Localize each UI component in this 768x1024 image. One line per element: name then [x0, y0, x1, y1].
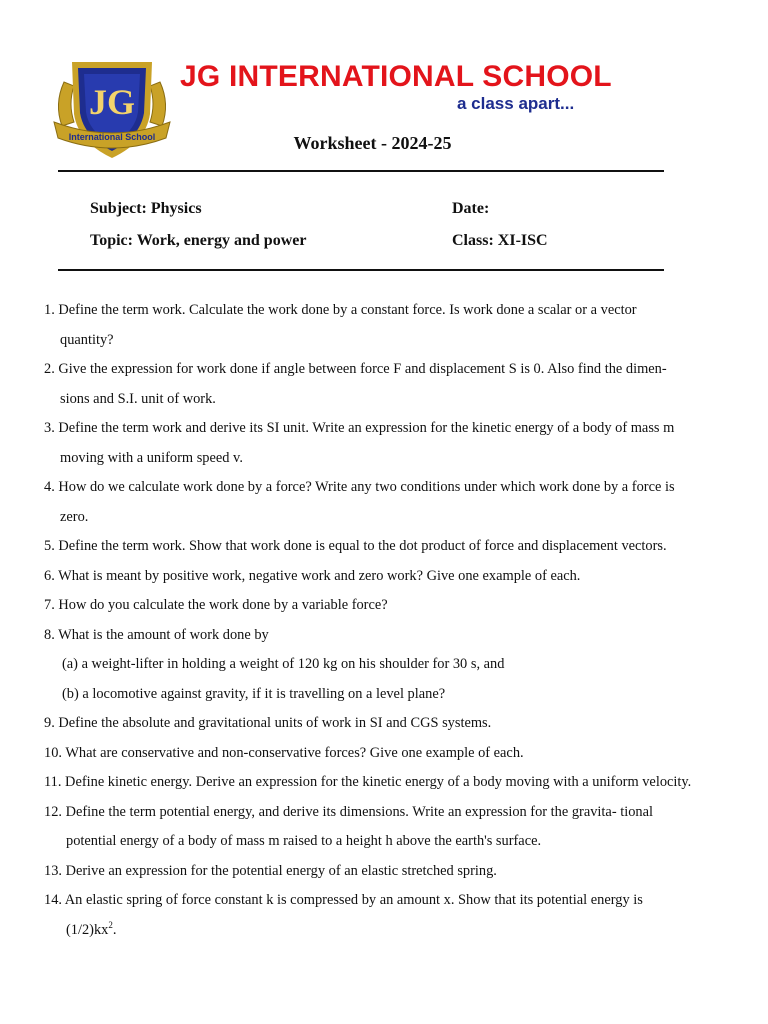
- question-10: [44, 739, 734, 769]
- question-text: 4. How do we calculate work done by a force? Write any two conditions under which work done by a force is: [44, 479, 675, 495]
- question-12: [44, 798, 734, 857]
- question-text: 11. Define kinetic energy. Derive an expression for the kinetic energy of a body moving with a uniform velocity.: [44, 774, 692, 790]
- question-text-cont: sions and S.I. unit of work.: [60, 390, 216, 407]
- school-tagline: a class apart...: [457, 94, 575, 113]
- question-3: [44, 414, 734, 473]
- question-text-cont: [44, 916, 734, 946]
- question-text: 14. An elastic spring of force constant k is compressed by an amount x. Show that its potential energy is: [44, 892, 643, 908]
- question-subpart-b: (b) a locomotive against gravity, if it is travelling on a level plane?: [62, 685, 446, 702]
- question-text: 6. What is meant by positive work, negative work and zero work? Give one example of each.: [44, 567, 581, 584]
- class-label: Class: XI-ISC: [452, 232, 548, 249]
- date-label: Date:: [452, 200, 490, 217]
- logo-monogram: JG: [88, 82, 136, 122]
- question-text: 1. Define the term work. Calculate the work done by a constant force. Is work done a scalar or a vector: [44, 302, 637, 318]
- question-subpart-a: (a) a weight-lifter in holding a weight of 120 kg on his shoulder for 30 s, and: [62, 656, 505, 672]
- question-7: [44, 591, 734, 621]
- formula-base: (1/2)kx: [66, 921, 109, 938]
- question-text: 9. Define the absolute and gravitational units of work in SI and CGS systems.: [44, 715, 492, 731]
- formula-exponent: 2: [108, 919, 113, 930]
- topic-label: Topic: Work, energy and power: [90, 232, 307, 249]
- question-5: [44, 532, 734, 562]
- question-14: [44, 886, 734, 945]
- school-name: JG INTERNATIONAL SCHOOL: [180, 60, 612, 93]
- question-4: [44, 473, 734, 532]
- logo-ribbon-text: International School: [68, 132, 156, 142]
- question-text: 13. Derive an expression for the potential energy of an elastic stretched spring.: [44, 862, 497, 879]
- question-text: 7. How do you calculate the work done by a variable force?: [44, 597, 388, 613]
- question-text: 2. Give the expression for work done if angle between force F and displacement S is 0. Also find the dimen-: [44, 361, 667, 377]
- question-text: 8. What is the amount of work done by: [44, 626, 269, 643]
- question-text-cont: zero.: [60, 508, 89, 525]
- worksheet-title: Worksheet - 2024-25: [293, 133, 452, 153]
- question-11: [44, 768, 734, 798]
- question-text-cont: potential energy of a body of mass m raised to a height h above the earth's surface.: [66, 833, 542, 849]
- question-2: [44, 355, 734, 414]
- question-9: [44, 709, 734, 739]
- question-6: [44, 562, 734, 592]
- divider-top: [58, 170, 664, 172]
- divider-bottom: [58, 269, 664, 271]
- question-8: [44, 621, 734, 710]
- question-text: 5. Define the term work. Show that work done is equal to the dot product of force and displacement vectors.: [44, 538, 667, 554]
- question-text-cont: quantity?: [60, 331, 114, 348]
- question-1: [44, 296, 734, 355]
- question-list: [44, 296, 734, 945]
- question-text-cont: moving with a uniform speed v.: [60, 449, 243, 466]
- subject-label: Subject: Physics: [90, 200, 202, 217]
- formula-end: .: [112, 921, 117, 938]
- question-text: 3. Define the term work and derive its SI unit. Write an expression for the kinetic energy of a body of mass m: [44, 420, 675, 436]
- question-text: 12. Define the term potential energy, and derive its dimensions. Write an expression for the gravita- tional: [44, 803, 653, 820]
- question-13: [44, 857, 734, 887]
- question-text: 10. What are conservative and non-conservative forces? Give one example of each.: [44, 744, 524, 761]
